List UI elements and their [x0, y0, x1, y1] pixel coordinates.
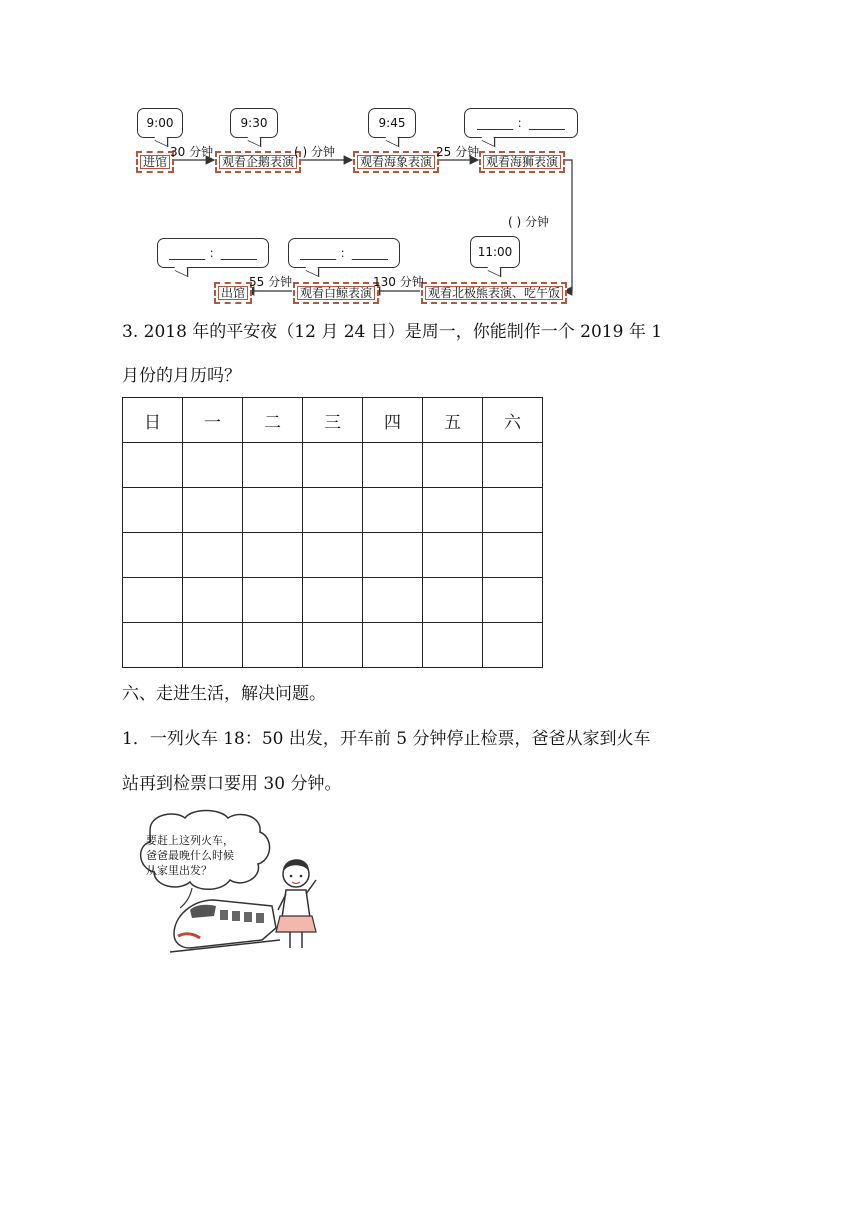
calendar-cell[interactable] — [423, 488, 483, 533]
calendar-row — [123, 443, 543, 488]
calendar-row — [123, 488, 543, 533]
calendar-cell[interactable] — [183, 488, 243, 533]
calendar-cell[interactable] — [483, 578, 543, 623]
calendar-cell[interactable] — [123, 488, 183, 533]
weekday-header: 六 — [483, 398, 543, 443]
calendar-cell[interactable] — [363, 443, 423, 488]
step-exit: 出馆 — [214, 282, 252, 304]
weekday-header: 三 — [303, 398, 363, 443]
question-3-line-1: 3. 2018 年的平安夜（12 月 24 日）是周一，你能制作一个 2019 年 1 — [122, 322, 663, 342]
question-6-1-line-2: 站再到检票口要用 30 分钟。 — [122, 774, 342, 794]
calendar-cell[interactable] — [303, 578, 363, 623]
calendar-cell[interactable] — [243, 488, 303, 533]
time-bubble-6: ______ ：______ — [288, 238, 400, 268]
calendar-cell[interactable] — [183, 533, 243, 578]
duration-label-6: 55 分钟 — [249, 275, 293, 289]
calendar-row — [123, 533, 543, 578]
calendar-cell[interactable] — [243, 623, 303, 668]
calendar-cell[interactable] — [483, 533, 543, 578]
calendar-cell[interactable] — [423, 443, 483, 488]
girl-icon — [276, 859, 316, 948]
calendar-cell[interactable] — [363, 623, 423, 668]
calendar-header-row — [123, 398, 543, 443]
step-sealion-show: 观看海狮表演 — [479, 151, 565, 173]
calendar-cell[interactable] — [363, 488, 423, 533]
step-walrus-show: 观看海象表演 — [353, 151, 439, 173]
time-bubble-4: ______ ：______ — [464, 108, 578, 138]
calendar-cell[interactable] — [303, 533, 363, 578]
step-enter: 进馆 — [136, 151, 174, 173]
speech-text-line-3: 从家里出发？ — [146, 864, 212, 877]
calendar-row — [123, 578, 543, 623]
calendar-cell[interactable] — [423, 623, 483, 668]
schedule-flowchart — [0, 0, 860, 310]
weekday-header: 二 — [243, 398, 303, 443]
calendar-cell[interactable] — [483, 488, 543, 533]
time-bubble-5: 11:00 — [470, 236, 520, 268]
calendar-cell[interactable] — [243, 533, 303, 578]
calendar-cell[interactable] — [123, 578, 183, 623]
section-6-title: 六、走进生活，解决问题。 — [122, 684, 326, 704]
calendar-cell[interactable] — [183, 443, 243, 488]
question-6-1-line-1: 1．一列火车 18：50 出发，开车前 5 分钟停止检票，爸爸从家到火车 — [122, 729, 651, 749]
duration-label-3: 25 分钟 — [436, 145, 480, 159]
calendar-cell[interactable] — [243, 578, 303, 623]
time-bubble-3: 9:45 — [368, 108, 416, 138]
calendar-row — [123, 623, 543, 668]
calendar-table — [122, 397, 543, 668]
step-penguin-show: 观看企鹅表演 — [215, 151, 301, 173]
calendar-cell[interactable] — [123, 623, 183, 668]
weekday-header: 日 — [123, 398, 183, 443]
calendar-cell[interactable] — [183, 578, 243, 623]
step-beluga-show: 观看白鲸表演 — [293, 282, 379, 304]
calendar-cell[interactable] — [303, 623, 363, 668]
calendar-cell[interactable] — [483, 443, 543, 488]
calendar-cell[interactable] — [423, 578, 483, 623]
calendar-cell[interactable] — [243, 443, 303, 488]
question-3-line-2: 月份的月历吗？ — [122, 366, 241, 386]
calendar-cell[interactable] — [303, 443, 363, 488]
step-polarbear-lunch: 观看北极熊表演、吃午饭 — [421, 282, 567, 304]
weekday-header: 四 — [363, 398, 423, 443]
train-girl-illustration — [130, 808, 330, 958]
calendar-cell[interactable] — [423, 533, 483, 578]
speech-text-line-2: 爸爸最晚什么时候 — [146, 849, 234, 862]
calendar-cell[interactable] — [303, 488, 363, 533]
calendar-cell[interactable] — [363, 578, 423, 623]
time-bubble-2: 9:30 — [230, 108, 278, 138]
duration-label-1: 30 分钟 — [170, 145, 214, 159]
illustration-drawing — [130, 808, 330, 958]
time-bubble-7: ______ ：______ — [157, 238, 269, 268]
duration-label-4: ( ) 分钟 — [508, 215, 549, 229]
duration-label-5: 130 分钟 — [373, 275, 424, 289]
speech-text-line-1: 要赶上这列火车， — [146, 834, 234, 847]
calendar-cell[interactable] — [363, 533, 423, 578]
calendar-cell[interactable] — [123, 533, 183, 578]
calendar-cell[interactable] — [123, 443, 183, 488]
calendar-cell[interactable] — [183, 623, 243, 668]
weekday-header: 一 — [183, 398, 243, 443]
weekday-header: 五 — [423, 398, 483, 443]
train-icon — [170, 900, 280, 952]
time-bubble-1: 9:00 — [137, 108, 183, 138]
calendar-cell[interactable] — [483, 623, 543, 668]
duration-label-2: ( ) 分钟 — [294, 145, 335, 159]
